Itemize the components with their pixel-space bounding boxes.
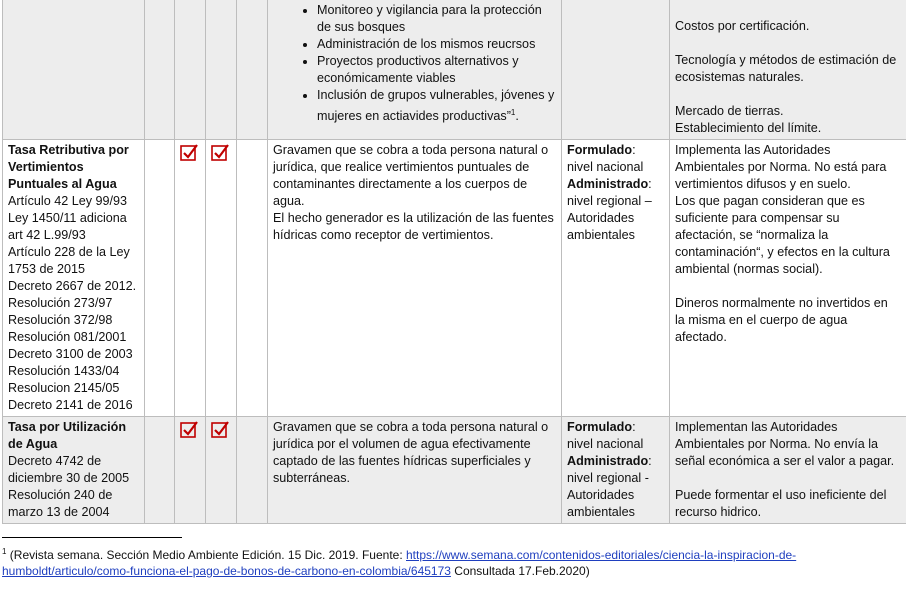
description-text: Gravamen que se cobra a toda persona natural o jurídica, que realice vertimientos puntuales de contaminantes directamente a los cuerpos de agua. bbox=[273, 143, 549, 208]
source-link[interactable]: https://www.semana.com/contenidos-editoriales/ciencia-la-inspiracion-de-humboldt/articulo/como-funciona-el-pago-de-bonos-de-carbono-en-colombia/645173 bbox=[2, 548, 797, 578]
description-cell bbox=[268, 0, 562, 140]
description-cell bbox=[268, 417, 562, 524]
cell-empty bbox=[237, 417, 268, 524]
cell-empty bbox=[562, 0, 670, 140]
check-cell bbox=[175, 140, 206, 417]
checked-box-icon bbox=[211, 144, 229, 162]
legal-reference: Resolucion 2145/05 bbox=[8, 381, 120, 395]
list-item: • Administración de los mismos reucrsos bbox=[317, 36, 556, 53]
legal-reference: diciembre 30 de 2005 bbox=[8, 471, 130, 485]
legal-reference: Resolución 1433/04 bbox=[8, 364, 120, 378]
list-item-text: Inclusión de grupos vulnerables, jóvenes y mujeres en actiavides productivas” bbox=[317, 88, 555, 124]
footnote-ref[interactable]: 1 bbox=[510, 108, 516, 117]
note-text: Puede formentar el uso ineficiente del recurso hidrico. bbox=[675, 488, 887, 519]
instrument-title: Vertimientos bbox=[8, 160, 84, 174]
legal-reference: Decreto 2667 de 2012. bbox=[8, 279, 137, 293]
description-cell bbox=[268, 140, 562, 417]
legal-reference: art 42 L.99/93 bbox=[8, 228, 86, 242]
note-text: Costos por certificación. bbox=[675, 19, 810, 33]
instrument-title: Tasa Retributiva por bbox=[8, 143, 129, 157]
formulado-value: : nivel nacional bbox=[567, 143, 644, 174]
table-row bbox=[3, 140, 906, 417]
checked-box-icon bbox=[211, 421, 229, 439]
check-cell bbox=[206, 140, 237, 417]
administrado-label: Administrado bbox=[567, 454, 649, 468]
note-text: Implementa las Autoridades Ambientales por Norma. No está para vertimientos difusos y en suelo. bbox=[675, 143, 887, 191]
legal-reference: Resolución 372/98 bbox=[8, 313, 113, 327]
note-text: Implementan las Autoridades Ambientales por Norma. No envía la señal económica a ser el valor a pagar. bbox=[675, 420, 895, 468]
legal-reference: Resolución 273/97 bbox=[8, 296, 113, 310]
cell-empty bbox=[237, 140, 268, 417]
footnote bbox=[2, 544, 902, 579]
legal-reference: Decreto 3100 de 2003 bbox=[8, 347, 133, 361]
instrument-title: Puntuales al Agua bbox=[8, 177, 117, 191]
legal-reference: marzo 13 de 2004 bbox=[8, 505, 110, 519]
description-text: Gravamen que se cobra a toda persona natural o jurídica por el volumen de agua efectivamente captado de las fuentes hídricas superficiales y subterráneas. bbox=[273, 420, 549, 485]
description-text: El hecho generador es la utilización de las fuentes hídricas como receptor de vertimientos. bbox=[273, 211, 554, 242]
activities-list bbox=[273, 2, 556, 125]
administrado-value: : nivel regional – Autoridades ambientales bbox=[567, 177, 652, 242]
legal-reference: Artículo 228 de la Ley bbox=[8, 245, 130, 259]
legal-reference: Decreto 2141 de 2016 bbox=[8, 398, 133, 412]
instrument-cell bbox=[3, 417, 145, 524]
footnote-separator bbox=[2, 537, 182, 538]
administrado-value: : nivel regional - Autoridades ambientales bbox=[567, 454, 652, 519]
cell-empty bbox=[145, 0, 175, 140]
administrado-label: Administrado bbox=[567, 177, 649, 191]
note-text: Tecnología y métodos de estimación de ecosistemas naturales. bbox=[675, 53, 897, 84]
cell-empty bbox=[145, 417, 175, 524]
instrument-cell bbox=[3, 140, 145, 417]
instrument-title: de Agua bbox=[8, 437, 58, 451]
list-item: • Monitoreo y vigilancia para la protección de sus bosques bbox=[317, 2, 556, 36]
formulado-label: Formulado bbox=[567, 420, 633, 434]
instrument-title: Tasa por Utilización bbox=[8, 420, 127, 434]
cell-empty bbox=[145, 140, 175, 417]
formulado-label: Formulado bbox=[567, 143, 633, 157]
legal-reference: Decreto 4742 de bbox=[8, 454, 102, 468]
checked-box-icon bbox=[180, 144, 198, 162]
footnote-suffix: Consultada 17.Feb.2020) bbox=[450, 564, 590, 578]
list-item: • Proyectos productivos alternativos y económicamente viables bbox=[317, 53, 556, 87]
footnote-prefix: (Revista semana. Sección Medio Ambiente Edición. 15 Dic. 2019. Fuente: bbox=[6, 548, 406, 562]
legal-reference: 1753 de 2015 bbox=[8, 262, 86, 276]
cell-empty bbox=[237, 0, 268, 140]
footnote-number: 1 bbox=[2, 547, 7, 556]
legal-reference: Artículo 42 Ley 99/93 bbox=[8, 194, 128, 208]
table-row bbox=[3, 0, 906, 140]
checked-box-icon bbox=[180, 421, 198, 439]
notes-cell bbox=[670, 417, 906, 524]
instruments-table bbox=[2, 0, 906, 524]
list-item-end: . bbox=[515, 109, 519, 124]
legal-reference: Ley 1450/11 adiciona bbox=[8, 211, 127, 225]
jurisdiction-cell bbox=[562, 140, 670, 417]
check-cell bbox=[175, 417, 206, 524]
legal-reference: Resolución 081/2001 bbox=[8, 330, 127, 344]
notes-cell bbox=[670, 0, 906, 140]
legal-reference: Resolución 240 de bbox=[8, 488, 113, 502]
note-text: Dineros normalmente no invertidos en la misma en el cuerpo de agua afectado. bbox=[675, 296, 888, 344]
list-item bbox=[317, 87, 556, 125]
table-row bbox=[3, 417, 906, 524]
note-text: Los que pagan consideran que es suficiente para compensar su afectación, se “normaliza la contaminación“, y efectos en la cultura ambiental (normas social). bbox=[675, 194, 890, 276]
jurisdiction-cell bbox=[562, 417, 670, 524]
cell-empty bbox=[3, 0, 145, 140]
cell-empty bbox=[206, 0, 237, 140]
note-text: Establecimiento del límite. bbox=[675, 121, 822, 135]
cell-empty bbox=[175, 0, 206, 140]
note-text: Mercado de tierras. bbox=[675, 104, 784, 118]
notes-cell bbox=[670, 140, 906, 417]
formulado-value: : nivel nacional bbox=[567, 420, 644, 451]
check-cell bbox=[206, 417, 237, 524]
